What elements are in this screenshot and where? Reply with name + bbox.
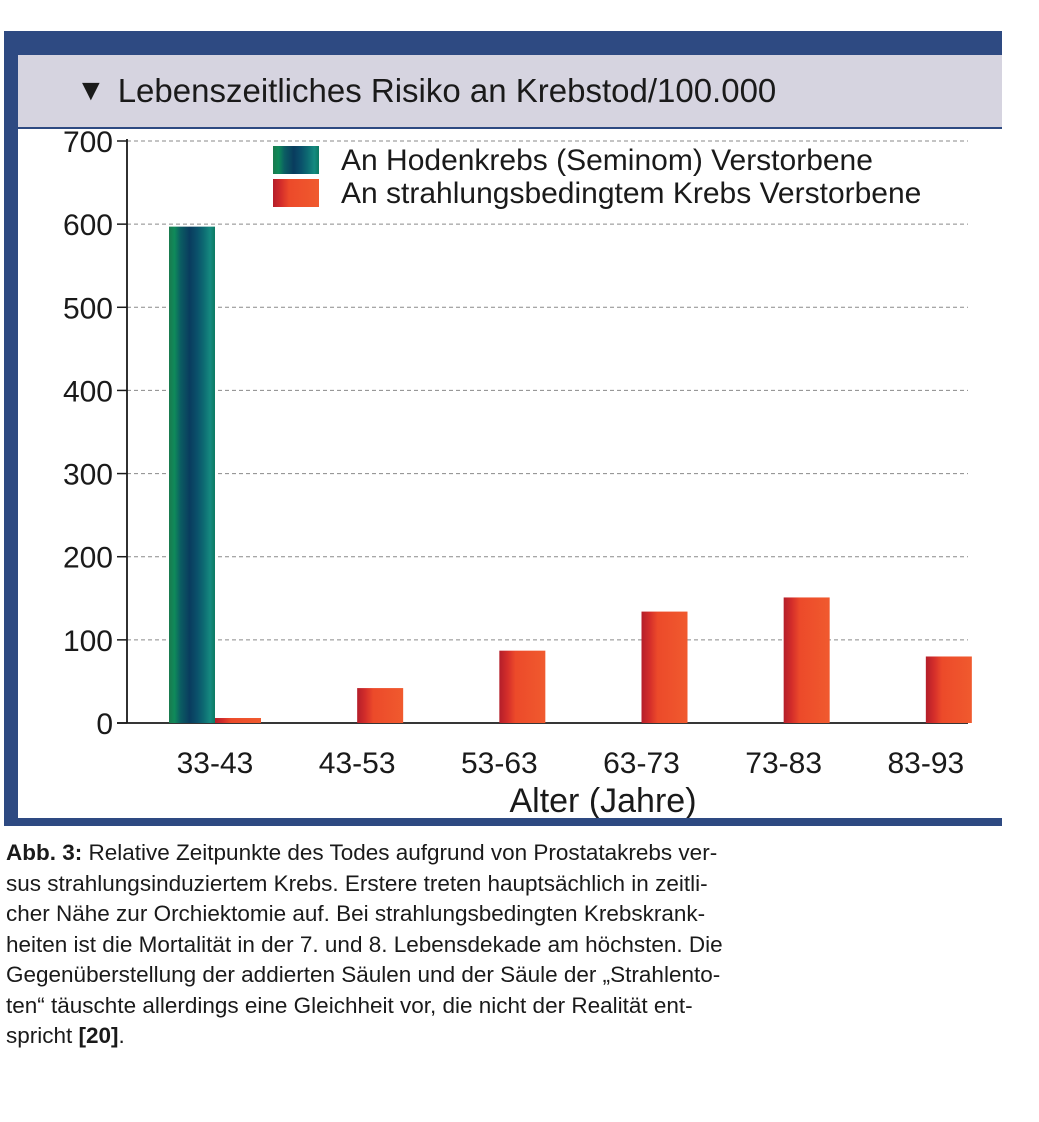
caption-line: cher Nähe zur Orchiektomie auf. Bei strahlungsbedingten Krebskrank- bbox=[6, 901, 706, 926]
x-tick-label: 43-53 bbox=[318, 747, 396, 780]
x-tick-label: 53-63 bbox=[460, 747, 538, 780]
caption-reference: [20] bbox=[78, 1023, 119, 1048]
x-tick-label: 33-43 bbox=[176, 747, 254, 780]
bar-strahlung bbox=[784, 597, 830, 723]
legend-swatch bbox=[273, 146, 319, 174]
x-axis-label: Alter (Jahre) bbox=[509, 782, 697, 818]
caption-line: spricht [20]. bbox=[6, 1023, 125, 1048]
y-tick-label: 500 bbox=[62, 292, 113, 326]
caption-line: ten“ täuschte allerdings eine Gleichheit vor, die nicht der Realität ent- bbox=[6, 992, 693, 1018]
chart-panel bbox=[18, 55, 1002, 818]
triangle-down-icon: ▼ bbox=[76, 74, 106, 107]
chart-title-bar bbox=[18, 55, 1002, 129]
x-tick-label: 73-83 bbox=[745, 747, 823, 780]
figure-caption bbox=[6, 838, 996, 1052]
caption-label: Abb. 3: bbox=[6, 840, 83, 865]
y-tick-label: 200 bbox=[62, 541, 113, 575]
caption-line: Abb. 3: Relative Zeitpunkte des Todes aufgrund von Prostatakrebs ver- bbox=[6, 840, 718, 865]
bar-strahlung bbox=[926, 656, 972, 723]
bar-strahlung bbox=[642, 612, 688, 723]
caption-line: sus strahlungsinduziertem Krebs. Erstere treten hauptsächlich in zeitli- bbox=[6, 870, 708, 896]
legend-label: An Hodenkrebs (Seminom) Verstorbene bbox=[341, 144, 873, 177]
figure-frame bbox=[4, 31, 1002, 826]
x-tick-label: 83-93 bbox=[887, 747, 965, 780]
bar-strahlung bbox=[357, 688, 403, 723]
legend-swatch bbox=[273, 179, 319, 207]
caption-line: Gegenüberstellung der addierten Säulen und der Säule der „Strahlento- bbox=[6, 962, 721, 987]
caption-line: heiten ist die Mortalität in der 7. und 8. Lebensdekade am höchsten. Die bbox=[6, 931, 723, 957]
y-tick-label: 0 bbox=[96, 708, 113, 741]
chart-title: Lebenszeitliches Risiko an Krebstod/100.000 bbox=[117, 72, 777, 109]
y-tick-label: 700 bbox=[62, 129, 113, 159]
y-tick-label: 600 bbox=[62, 209, 113, 243]
legend-label: An strahlungsbedingtem Krebs Verstorbene bbox=[341, 177, 922, 210]
bar-strahlung bbox=[215, 718, 261, 723]
bar-strahlung bbox=[499, 651, 545, 723]
y-tick-label: 400 bbox=[62, 375, 113, 409]
bar-seminom bbox=[169, 227, 215, 723]
bar-chart bbox=[18, 129, 1002, 818]
x-tick-label: 63-73 bbox=[603, 747, 680, 780]
y-tick-label: 100 bbox=[62, 624, 113, 658]
y-tick-label: 300 bbox=[62, 458, 113, 492]
